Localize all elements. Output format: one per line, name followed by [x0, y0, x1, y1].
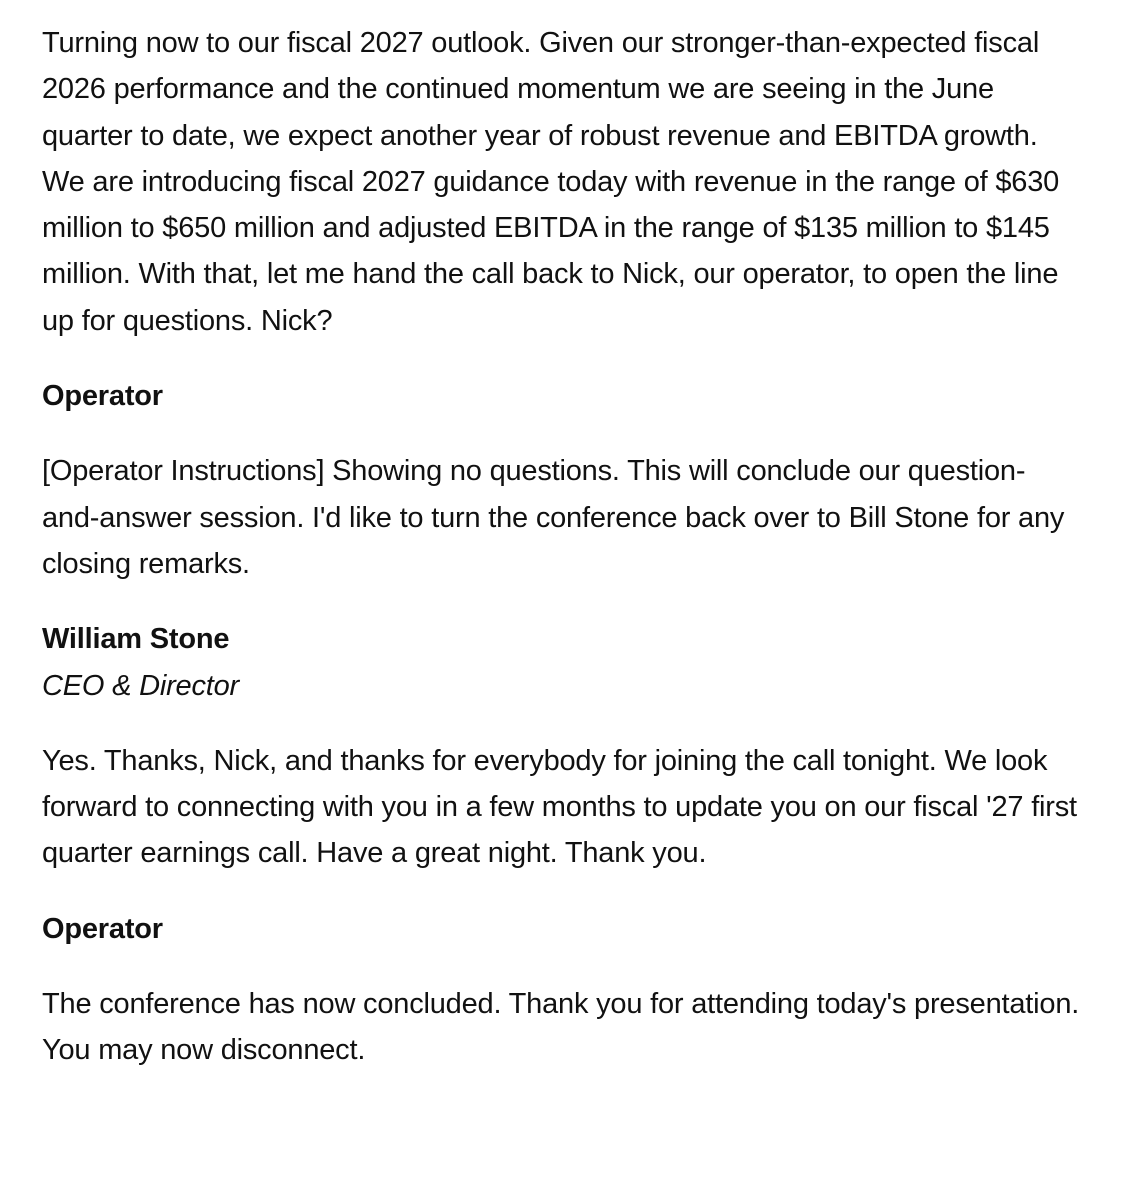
transcript-paragraph: Yes. Thanks, Nick, and thanks for everybody for joining the call tonight. We look forward to connecting with you in a few months to update you on our fiscal '27 first quarter earnings call. Have a great night. Thank you. — [42, 744, 1077, 870]
speaker-role: CEO & Director — [42, 669, 240, 702]
transcript-paragraph: [Operator Instructions] Showing no questions. This will conclude our question-and-answer session. I'd like to turn the conference back over to Bill Stone for any closing remarks. — [42, 455, 1065, 580]
speaker-name: William Stone — [42, 623, 230, 656]
transcript-paragraph: Turning now to our fiscal 2027 outlook. Given our stronger-than-expected fiscal 2026 performance and the continued momentum we are seeing in the June quarter to date, we expect another year of robust revenue and EBITDA growth. We are introducing fiscal 2027 guidance today with revenue in the range of $630 million to $650 million and adjusted EBITDA in the range of $135 million to $145 million. With that, let me hand the call back to Nick, our operator, to open the line up for questions. Nick? — [42, 27, 1060, 337]
speaker-name: Operator — [42, 912, 163, 945]
transcript-paragraph: The conference has now concluded. Thank you for attending today's presentation. You may now disconnect. — [42, 988, 1080, 1067]
speaker-name: Operator — [42, 380, 163, 413]
transcript-body — [42, 20, 1082, 1074]
